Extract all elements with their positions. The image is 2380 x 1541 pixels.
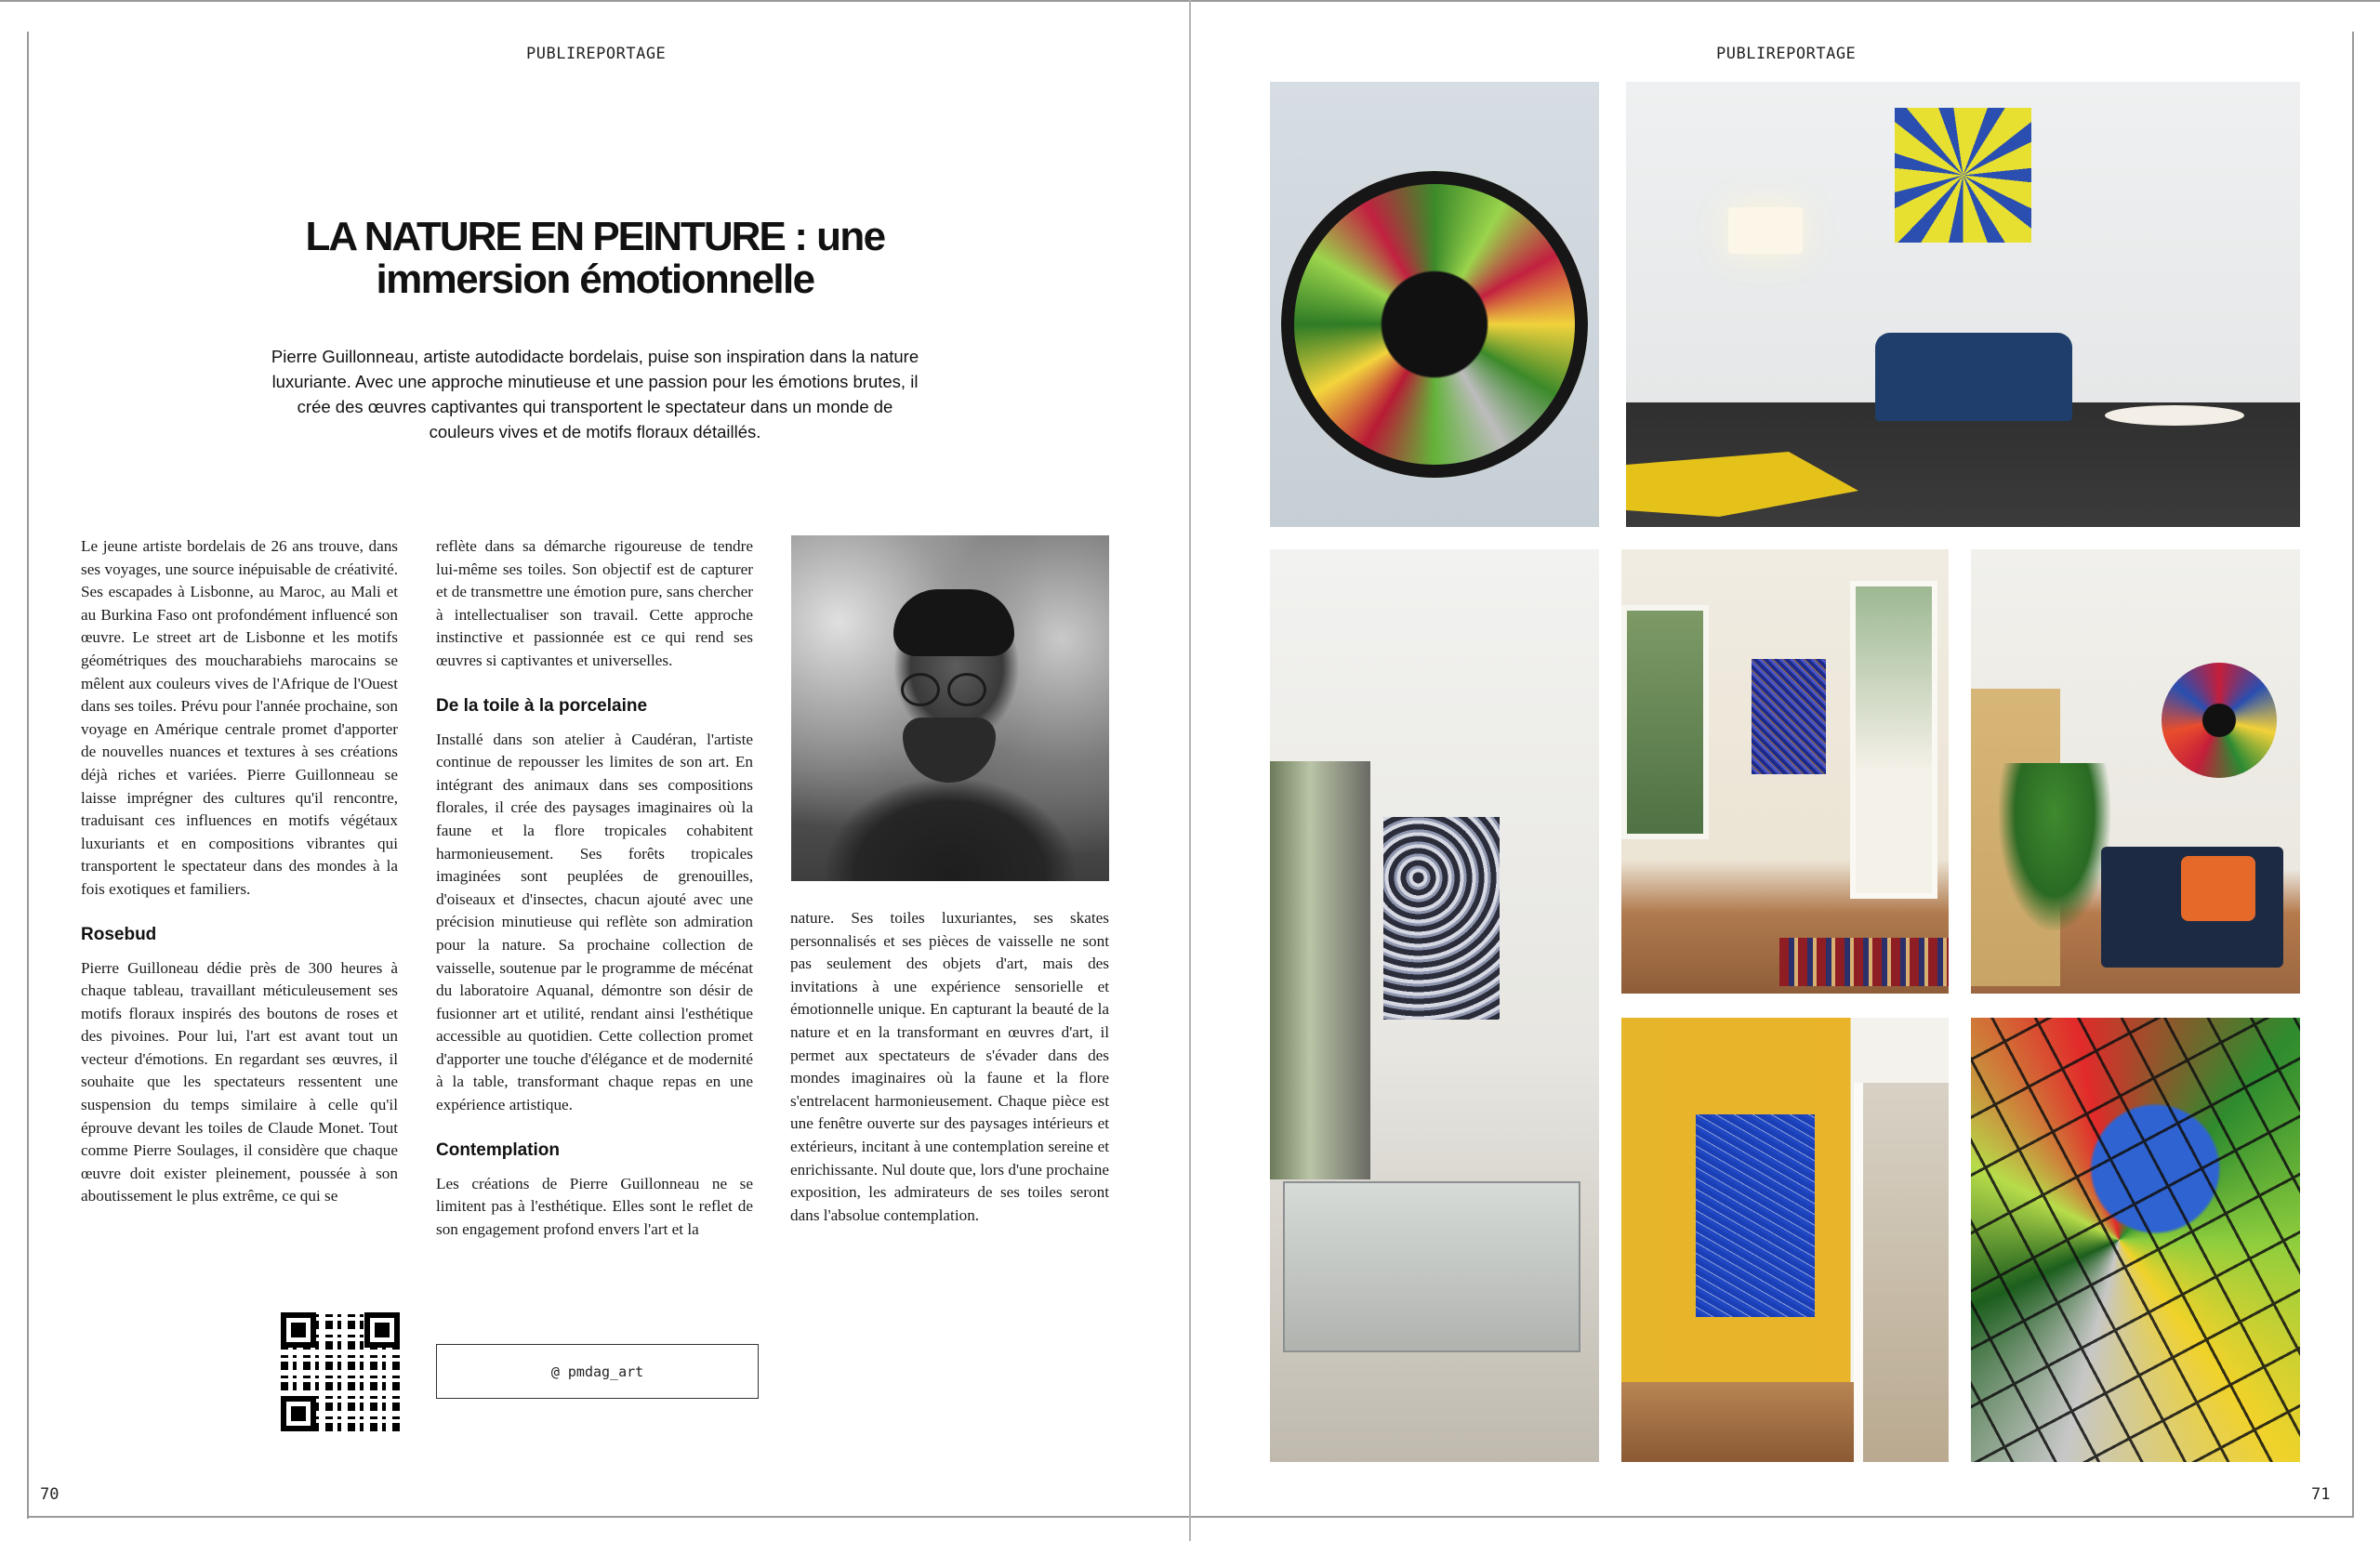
photo-hallway [1621,549,1949,994]
subheading-contemplation: Contemplation [436,1139,560,1160]
qr-finder-top-right [364,1312,400,1348]
hall-window [1621,605,1709,839]
photo-circular-painting [1270,82,1599,527]
photo-yellow-wall [1621,1018,1949,1462]
photo-armchair-corner [1971,549,2300,994]
column-3 [790,907,1109,1227]
subheading-porcelaine: De la toile à la porcelaine [436,695,648,716]
col2-paragraph-1: reflète dans sa démarche rigoureuse de tendre lui-même ses toiles. Son objectif est de capturer et de transmettre une émotion pure, sans chercher à intellectualiser son travail. Cette approche instinctive et passionnée est ce qui rend ses œuvres si captivantes et universelles. [436,537,753,669]
intro-paragraph: Pierre Guillonneau, artiste autodidacte bordelais, puise son inspiration dans la nature luxuriante. Avec une approche minutieuse et une passion pour les émotions brutes, il crée des œuvres captivantes qui transportent le spectateur dans un monde de couleurs vives et de motifs floraux détaillés. [271,347,919,441]
glass-coffee-table [1283,1181,1580,1352]
persian-rug [1779,938,1949,986]
small-circular-painting [2162,663,2277,778]
col1-paragraph-1: Le jeune artiste bordelais de 26 ans trouve, dans ses voyages, une source inépuisable de créativité. Ses escapades à Lisbonne, au Maroc, au Mali et au Burkina Faso ont profondément influencé son œuvre. Le street art de Lisbonne et les motifs géométriques des moucharabiehs marocains se mêlent aux couleurs vives de l'Afrique de l'Ouest dans ses toiles. Prévu pour l'année prochaine, son voyage en Amérique centrale promet d'apporter de nouvelles nuances et textures à ses créations déjà riches et variées. Pierre Guillonneau se laisse imprégner des cultures qu'il rencontre, traduisant ces influences en motifs végétaux luxuriants et en compositions vibrantes qui transportent le spectateur dans des mondes à la fois exotiques et familiers. [81,537,398,898]
right-kicker: PUBLIREPORTAGE [1716,45,1857,63]
doorway [1854,1083,1949,1462]
leaf-outline-pattern [1971,1018,2300,1462]
col1-paragraph-2: Pierre Guilloneau dédie près de 300 heures à chaque tableau, travaillant méticuleusement ses motifs floraux inspirés des boutons de roses et des pivoines. Pour lui, l'art est avant tout un vecteur d'émotions. En regardant ses œuvres, il souhaite que les spectateurs ressentent une suspension du temps similaire à celle qu'il éprouve devant les toiles de Claude Monet. Tout comme Pierre Soulages, il considère que chaque œuvre doit exister pleinement, poussée à son aboutissement le plus extrême, ce qui se [81,958,398,1205]
wood-floor [1621,1382,1854,1462]
photo-frog-painting-detail [1971,1018,2300,1462]
col3-paragraph-1: nature. Ses toiles luxuriantes, ses skates personnalisés et ses pièces de vaisselle ne sont pas seulement des objets d'art, mais des invitations à une expérience sensorielle et émotionnelle unique. En capturant la beauté de la nature et en la transformant en œuvres d'art, il permet aux spectateurs de s'évader dans des mondes imaginaires où la faune et la flore s'entrelacent harmonieusement. Chaque pièce est une fenêtre ouverte sur des paysages intérieurs et extérieurs, incitant à une contemplation sereine et enrichissante. Nul doute que, lors d'une prochaine exposition, les admirateurs de ses toiles seront dans l'absolue contemplation. [790,909,1109,1224]
floor-lamp [1728,207,1803,254]
hall-door [1850,581,1937,899]
headline-strong: LA NATURE EN PEINTURE [305,214,785,259]
blue-canvas-painting [1696,1114,1815,1317]
yellow-rug [1626,452,1858,517]
subheading-rosebud: Rosebud [81,924,157,944]
portrait-glasses-right [947,673,986,706]
photo-salon [1270,549,1599,1462]
article-headline [279,216,911,301]
coffee-table [2105,405,2244,426]
column-2 [436,535,753,1241]
orange-cushion [2181,856,2255,921]
instagram-handle-box[interactable] [436,1344,759,1399]
blue-hall-painting [1752,659,1826,774]
qr-finder-bottom-left [281,1396,316,1431]
left-page [0,0,1189,1541]
right-page-number: 71 [2311,1485,2331,1504]
portrait-hair [893,589,1014,656]
left-page-number: 70 [40,1485,60,1504]
portrait-glasses-left [901,673,940,706]
yellow-blue-painting [1895,108,2031,243]
instagram-handle: @ pmdag_art [550,1363,644,1380]
green-plant [1999,763,2110,930]
mosaic-painting [1383,817,1500,1020]
artist-portrait-photo [791,535,1109,881]
blue-sofa [1875,333,2072,421]
headline-line2: immersion émotionnelle [376,257,814,302]
left-kicker: PUBLIREPORTAGE [526,45,667,63]
portrait-beard [903,718,996,783]
col2-paragraph-2: Installé dans son atelier à Caudéran, l'artiste continue de repousser les limites de son art. En intégrant des animaux dans ses compositions florales, il crée des paysages imaginaires où la faune et la flore tropicales cohabitent harmonieusement. Ses forêts tropicales imaginées sont peuplées de grenouilles, d'oiseaux et d'insectes, chacun ajouté avec une précision minutieuse qui reflète son admiration pour la nature. Sa prochaine collection de vaisselle, soutenue par le programme de mécénat du laboratoire Aquanal, démontre son désir de fusionner art et utilité, rendant ainsi l'esthétique accessible au quotidien. Cette collection promet d'apporter une touche d'élégance et de modernité à la table, transformant chaque repas en une expérience artistique. [436,730,753,1114]
circular-painting [1281,171,1588,478]
qr-code[interactable] [281,1312,400,1431]
column-1 [81,535,398,1208]
col2-paragraph-3: Les créations de Pierre Guillonneau ne se limitent pas à l'esthétique. Elles sont le reflet de son engagement profond envers l'art et la [436,1174,753,1238]
headline-rest: : une [784,214,885,259]
photo-living-room [1626,82,2300,527]
salon-window [1270,761,1370,1179]
qr-finder-top-left [281,1312,316,1348]
